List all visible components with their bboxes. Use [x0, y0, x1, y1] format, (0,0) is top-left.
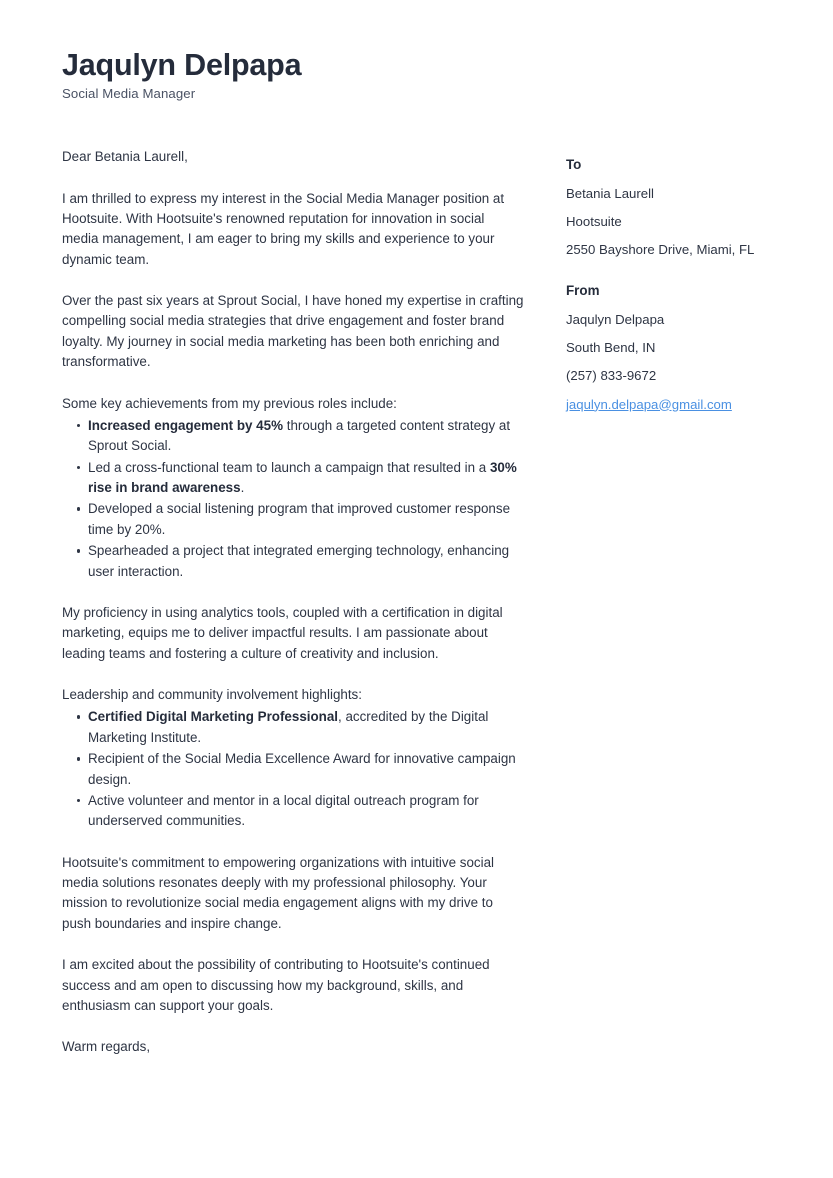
recipient-company: Hootsuite	[566, 214, 622, 230]
bullet-text-before: Led a cross-functional team to launch a campaign that resulted in a	[88, 459, 490, 475]
recipient-heading: To	[566, 157, 582, 173]
applicant-job-title: Social Media Manager	[62, 86, 196, 102]
list-item	[62, 791, 524, 832]
bullet-text: through a targeted content strategy at Sprout Social.	[88, 417, 511, 454]
recipient-name: Betania Laurell	[566, 186, 654, 202]
bullet-text: , accredited by the Digital Marketing Institute.	[88, 709, 489, 745]
list-item	[62, 707, 524, 748]
applicant-name: Jaqulyn Delpapa	[62, 48, 302, 82]
bullet-text-after: .	[240, 480, 245, 496]
list-item	[62, 416, 524, 457]
paragraph-intro: I am thrilled to express my interest in the Social Media Manager position at Hootsuite. With Hootsuite's renowned reputation for innovation in social media management, I am eager to bring my skills and experience to your dynamic team.	[62, 190, 505, 267]
paragraph-experience: Over the past six years at Sprout Social, I have honed my expertise in crafting compelling social media strategies that drive engagement and foster brand loyalty. My journey in social media marketing has been both enriching and transformative.	[62, 293, 524, 370]
leadership-list	[62, 707, 524, 831]
recipient-address: 2550 Bayshore Drive, Miami, FL	[566, 242, 755, 258]
bullet-text: Active volunteer and mentor in a local digital outreach program for underserved communities.	[88, 792, 479, 829]
bullet-bold-mid: 30% rise in brand awareness	[88, 459, 517, 496]
salutation: Dear Betania Laurell,	[62, 149, 188, 165]
contact-sidebar	[524, 147, 771, 414]
letter-body-columns	[62, 147, 771, 1058]
achievements-list	[62, 416, 524, 582]
sender-location: South Bend, IN	[566, 340, 656, 356]
recipient-block	[566, 157, 771, 260]
paragraph-closing: I am excited about the possibility of contributing to Hootsuite's continued success and am open to discussing how my background, skills, and enthusiasm can support your goals.	[62, 957, 490, 1013]
bullet-text: Developed a social listening program that improved customer response time by 20%.	[88, 501, 511, 537]
sender-phone: (257) 833-9672	[566, 368, 657, 384]
list-item	[62, 541, 524, 582]
letter-header	[62, 48, 771, 101]
sender-name: Jaqulyn Delpapa	[566, 312, 665, 328]
bullet-bold-lead: Increased engagement by 45%	[88, 417, 283, 433]
sender-email-link[interactable]: jaqulyn.delpapa@gmail.com	[566, 396, 732, 412]
list-item	[62, 458, 524, 499]
bullet-text: Recipient of the Social Media Excellence Award for innovative campaign design.	[88, 751, 516, 787]
paragraph-company-fit: Hootsuite's commitment to empowering organizations with intuitive social media solutions resonates deeply with my professional philosophy. Your mission to revolutionize social media engagement aligns with my drive to push boundaries and inspire change.	[62, 854, 494, 931]
sender-block	[566, 283, 771, 414]
leadership-intro: Leadership and community involvement highlights:	[62, 687, 362, 703]
sender-heading: From	[566, 283, 600, 299]
bullet-bold-lead: Certified Digital Marketing Professional	[88, 709, 339, 725]
list-item	[62, 499, 524, 540]
sign-off: Warm regards,	[62, 1039, 151, 1055]
achievements-intro: Some key achievements from my previous roles include:	[62, 395, 397, 411]
bullet-text: Spearheaded a project that integrated emerging technology, enhancing user interaction.	[88, 543, 510, 579]
paragraph-skills: My proficiency in using analytics tools, coupled with a certification in digital marketing, equips me to deliver impactful results. I am passionate about leading teams and fostering a culture of creativity and inclusion.	[62, 604, 503, 661]
letter-text-column	[62, 147, 524, 1058]
list-item	[62, 749, 524, 790]
